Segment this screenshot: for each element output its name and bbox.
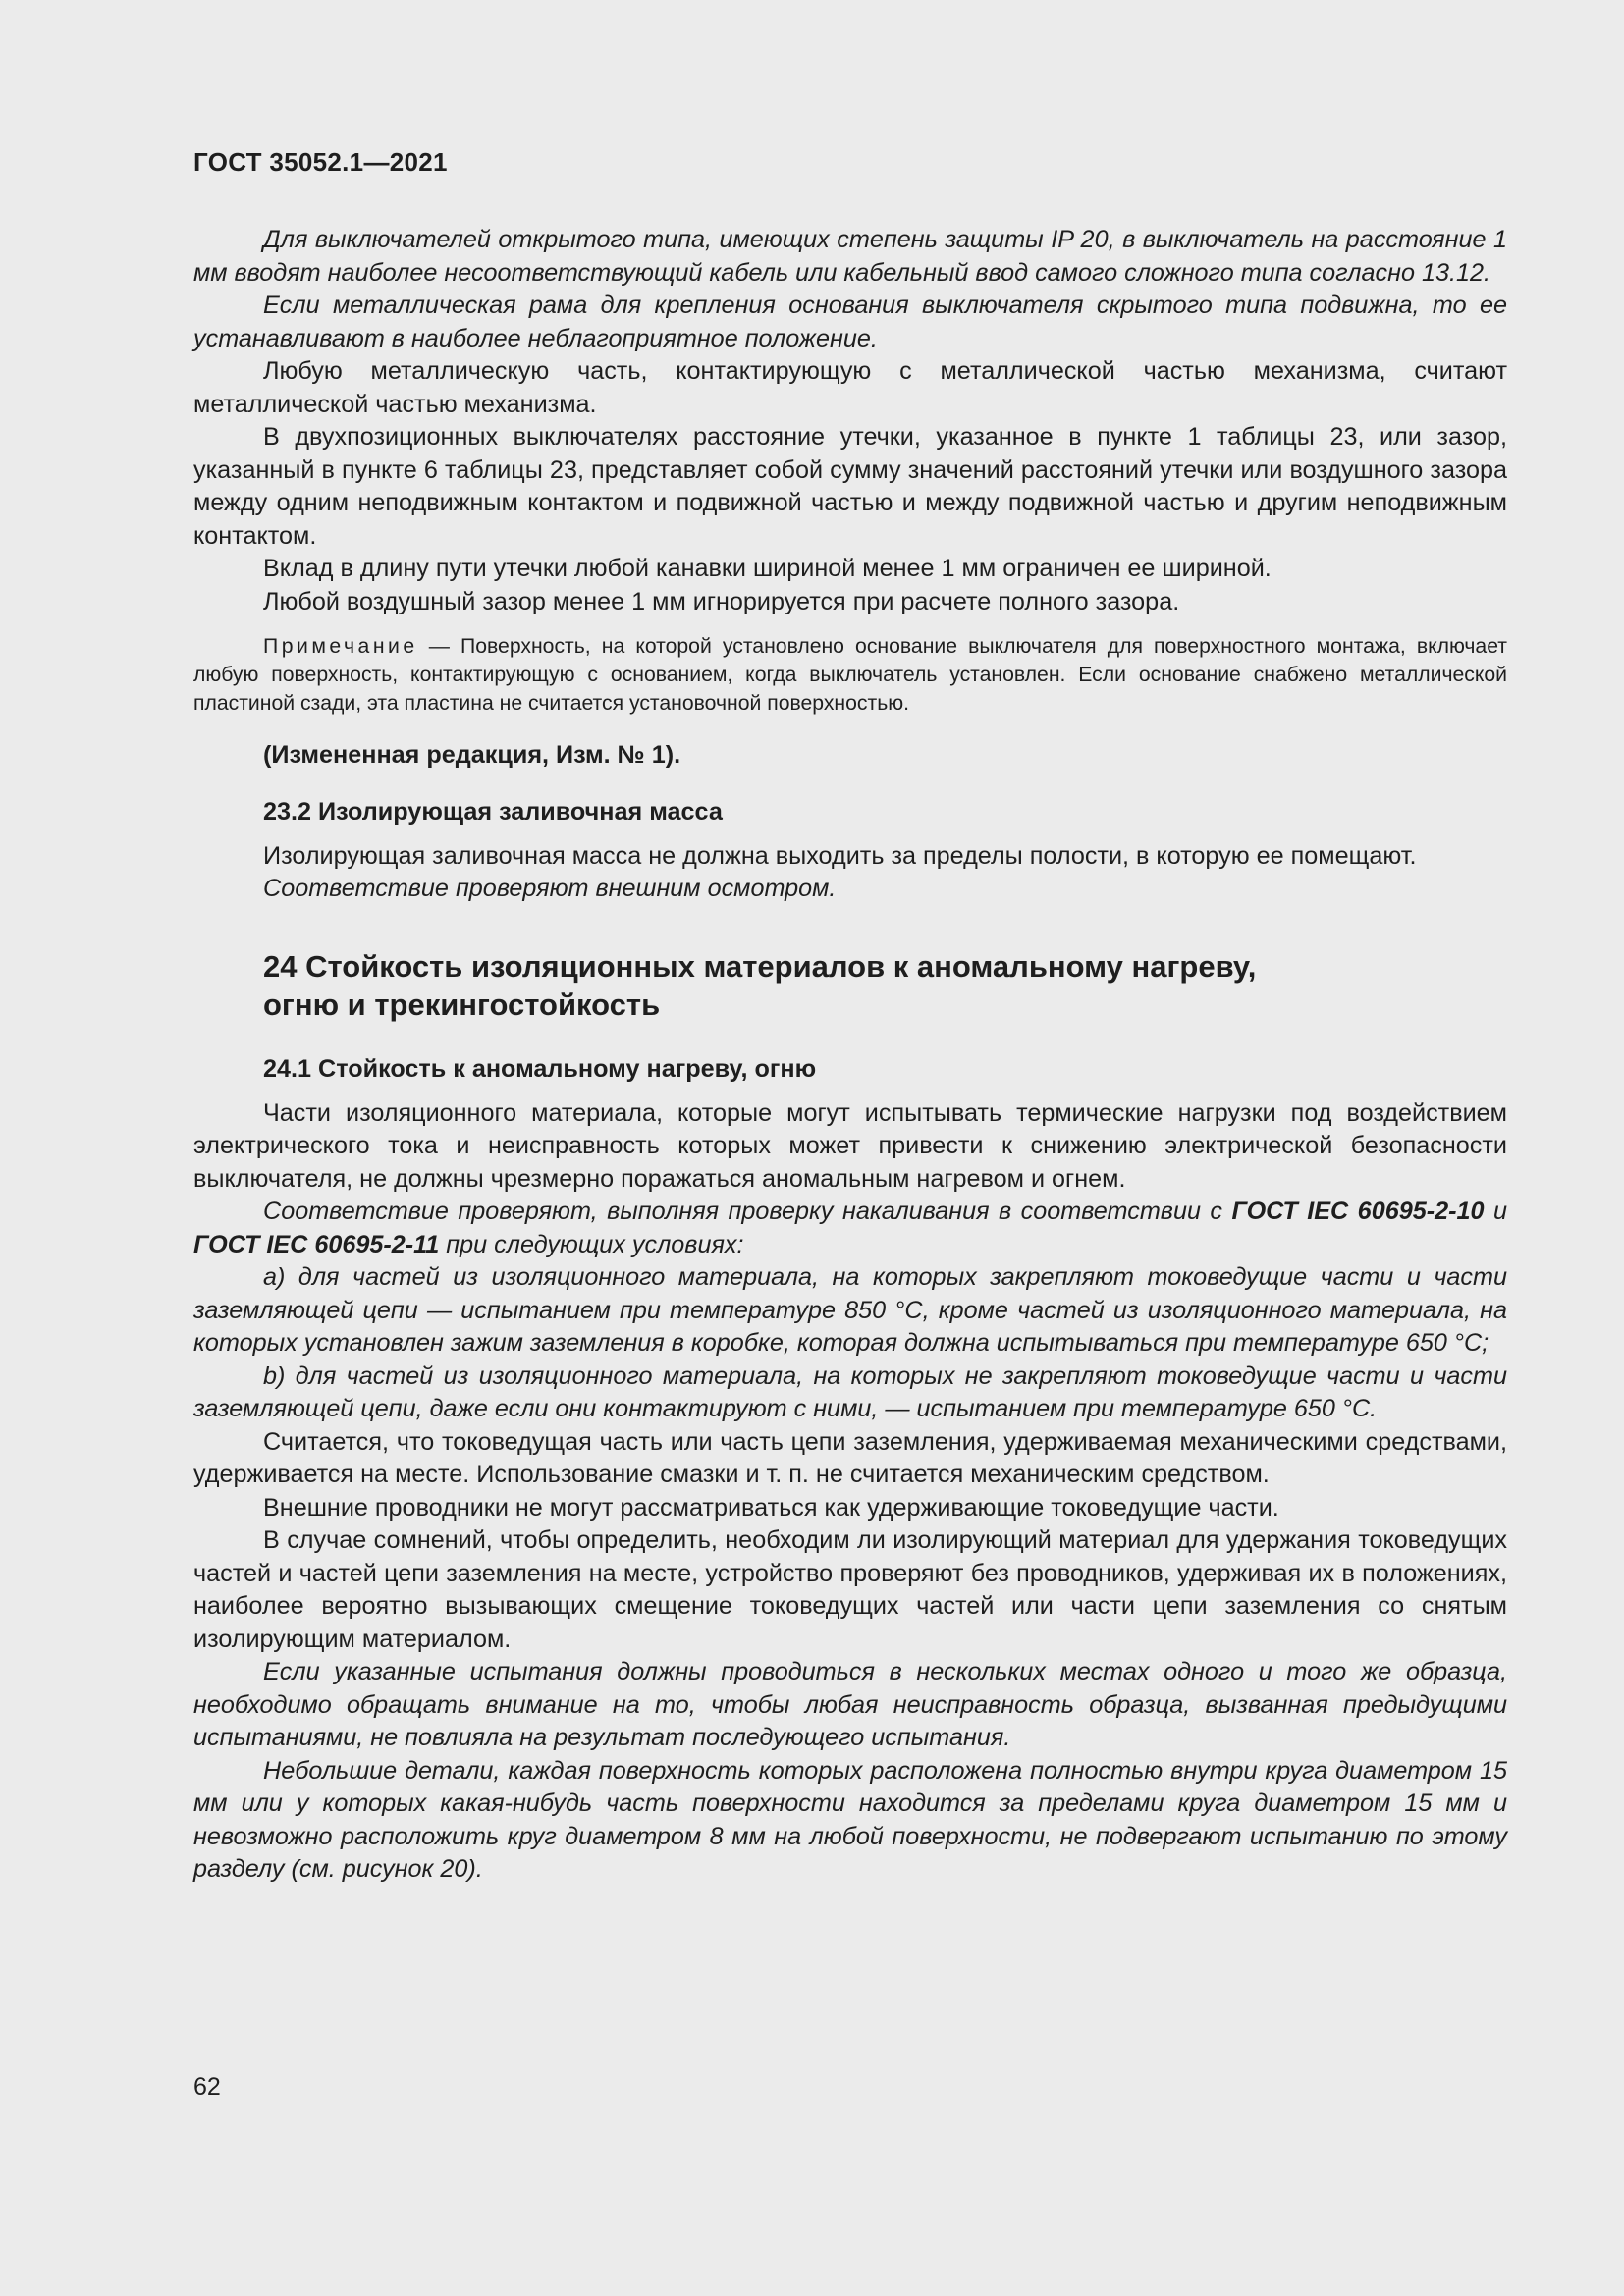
paragraph: Внешние проводники не могут рассматриваться как удерживающие токоведущие части. bbox=[263, 1493, 1279, 1522]
amendment-note: (Измененная редакция, Изм. № 1). bbox=[263, 741, 681, 769]
paragraph: Для выключателей открытого типа, имеющих степень защиты IP 20, в выключатель на расстояние 1 мм вводят наиболее несоответствующий кабель или кабельный ввод самого сложного типа согласно 13.12. bbox=[193, 226, 1507, 287]
paragraph: Части изоляционного материала, которые могут испытывать термические нагрузки под воздействием электрического тока и неисправность которых может привести к снижению электрической безопасности выключателя, не должны чрезмерно поражаться аномальным нагревом и огнем. bbox=[193, 1098, 1507, 1193]
section-heading-24 bbox=[193, 947, 1507, 1024]
paragraph: В случае сомнений, чтобы определить, необходим ли изолирующий материал для удержания токоведущих частей и частей цепи заземления на месте, устройство проверяют без проводников, удерживая их в положениях, наиболее вероятно вызывающих смещение токоведущих частей или части цепи заземления со снятым изолирующим материалом. bbox=[193, 1526, 1507, 1653]
text-fragment: Соответствие проверяют, выполняя проверку накаливания в соответствии с bbox=[263, 1198, 1232, 1225]
paragraph: Если указанные испытания должны проводиться в нескольких местах одного и того же образца, необходимо обращать внимание на то, чтобы любая неисправность образца, вызванная предыдущими испытаниями, не повлияла на результат последующего испытания. bbox=[193, 1658, 1507, 1751]
paragraph: Если металлическая рама для крепления основания выключателя скрытого типа подвижна, то ее устанавливают в наиболее неблагоприятное положение. bbox=[193, 292, 1507, 352]
paragraph: Любую металлическую часть, контактирующую с металлической частью механизма, считают металлической частью механизма. bbox=[193, 357, 1507, 418]
text-fragment: и bbox=[1484, 1198, 1507, 1225]
section-heading-24-line1: 24 Стойкость изоляционных материалов к аномальному нагреву, bbox=[263, 948, 1257, 984]
note bbox=[193, 632, 1507, 718]
section-heading-24-1: 24.1 Стойкость к аномальному нагреву, огню bbox=[263, 1054, 817, 1083]
list-item: b) для частей из изоляционного материала, на которых не закрепляют токоведущие части и части заземляющей цепи, даже если они контактируют с ними, — испытанием при температуре 650 °С. bbox=[193, 1362, 1507, 1422]
note-text: — Поверхность, на которой установлено основание выключателя для поверхностного монтажа, включает любую поверхность, контактирующую с основанием, когда выключатель установлен. Если основание снабжено металлической пластиной сзади, эта пластина не считается установочной поверхностью. bbox=[193, 635, 1507, 715]
page-number: 62 bbox=[193, 2073, 221, 2101]
paragraph: Вклад в длину пути утечки любой канавки шириной менее 1 мм ограничен ее шириной. bbox=[263, 555, 1272, 582]
paragraph: Небольшие детали, каждая поверхность которых расположена полностью внутри круга диаметром 15 мм или у которых какая-нибудь часть поверхности находится за пределами круга диаметром 15 мм и невозможно расположить круг диаметром 8 мм на любой поверхности, не подвергают испытанию по этому разделу (см. рисунок 20). bbox=[193, 1756, 1507, 1883]
paragraph: В двухпозиционных выключателях расстояние утечки, указанное в пункте 1 таблицы 23, или зазор, указанный в пункте 6 таблицы 23, представляет собой сумму значений расстояний утечки или воздушного зазора между одним неподвижным контактом и подвижной частью и между подвижной частью и другим неподвижным контактом. bbox=[193, 423, 1507, 550]
document-body bbox=[193, 224, 1507, 1887]
paragraph: Любой воздушный зазор менее 1 мм игнорируется при расчете полного зазора. bbox=[263, 587, 1180, 615]
document-header: ГОСТ 35052.1—2021 bbox=[193, 147, 448, 177]
text-fragment: при следующих условиях: bbox=[439, 1230, 744, 1258]
paragraph: Считается, что токоведущая часть или часть цепи заземления, удерживаемая механическими средствами, удерживается на месте. Использование смазки и т. п. не считается механическим средством. bbox=[193, 1427, 1507, 1488]
standard-reference-link: ГОСТ IEC 60695-2-10 bbox=[1231, 1198, 1485, 1225]
paragraph-with-references bbox=[193, 1196, 1507, 1261]
note-label: Примечание bbox=[263, 635, 418, 658]
paragraph: Соответствие проверяют внешним осмотром. bbox=[263, 875, 837, 902]
paragraph: Изолирующая заливочная масса не должна выходить за пределы полости, в которую ее помещают. bbox=[263, 841, 1417, 870]
section-heading-23-2: 23.2 Изолирующая заливочная масса bbox=[263, 797, 723, 826]
section-heading-24-line2: огню и трекингостойкость bbox=[263, 987, 661, 1022]
standard-reference-link: ГОСТ IEC 60695-2-11 bbox=[193, 1230, 440, 1258]
list-item: a) для частей из изоляционного материала, на которых закрепляют токоведущие части и части заземляющей цепи — испытанием при температуре 850 °С, кроме частей из изоляционного материала, на которых установлен зажим заземления в коробке, которая должна испытываться при температуре 650 °С; bbox=[193, 1263, 1507, 1357]
